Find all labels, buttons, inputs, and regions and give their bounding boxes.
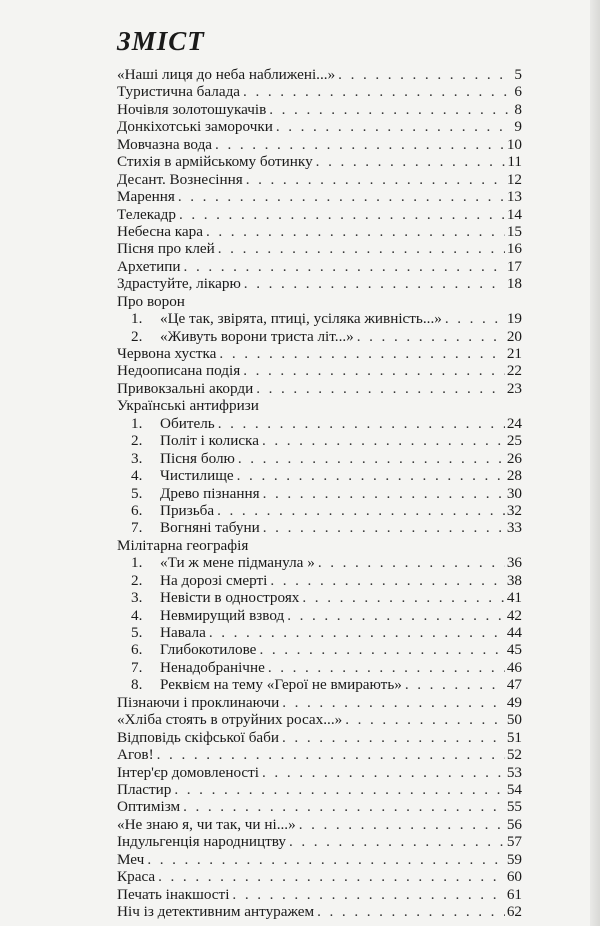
toc-entry-number: 5. — [131, 624, 143, 641]
toc-leader-dots — [209, 624, 505, 641]
toc-page-number: 46 — [506, 658, 522, 676]
page-title: ЗМІСТ — [117, 26, 205, 56]
toc-entry — [117, 450, 522, 467]
toc-page-number: 13 — [506, 188, 522, 206]
toc-entry-title: Невмирущий взвод — [160, 606, 285, 624]
toc-entry — [117, 746, 522, 763]
toc-entry-title: «Хліба стоять в отруйних росах...» — [117, 711, 343, 729]
toc-entry-number: 3. — [131, 589, 143, 607]
toc-leader-dots — [158, 868, 505, 885]
toc-section-heading — [117, 293, 522, 310]
toc-section-heading — [117, 397, 522, 414]
toc-leader-dots — [246, 171, 505, 188]
toc-entry-title: Навала — [160, 624, 206, 641]
toc-page-number: 11 — [507, 153, 522, 171]
toc-entry — [117, 711, 522, 728]
toc-leader-dots — [232, 886, 504, 903]
toc-entry — [117, 781, 522, 798]
toc-entry-title: Недоописана подія — [117, 362, 241, 380]
toc-entry-title: Телекадр — [117, 205, 176, 223]
toc-entry — [117, 223, 522, 240]
toc-entry-number: 3. — [131, 449, 143, 467]
toc-entry — [117, 258, 522, 275]
toc-entry-title: «Це так, звірята, птиці, усіляка живність...» — [160, 310, 442, 328]
toc-entry — [117, 886, 522, 903]
toc-entry — [117, 310, 522, 327]
toc-page-number: 47 — [506, 676, 522, 694]
toc-page-number: 21 — [506, 345, 522, 362]
toc-entry — [117, 903, 522, 920]
toc-entry — [117, 171, 522, 188]
toc-page-number: 45 — [506, 641, 522, 659]
toc-entry-title: Призьба — [160, 501, 215, 519]
toc-entry-title: Ніч із детективним антуражем — [117, 903, 315, 920]
toc-entry — [117, 188, 522, 205]
toc-leader-dots — [237, 467, 505, 484]
toc-entry — [117, 362, 522, 379]
toc-entry-title: Невісти в одностроях — [160, 589, 300, 607]
toc-entry — [117, 572, 522, 589]
toc-entry-title: Привокзальні акорди — [117, 379, 254, 397]
toc-entry — [117, 66, 522, 83]
toc-entry-title: Архетипи — [117, 257, 181, 275]
toc-page-number: 62 — [506, 903, 522, 920]
toc-entry — [117, 868, 522, 885]
toc-leader-dots — [270, 572, 504, 589]
toc-entry-title: Ночівля золотошукачів — [117, 100, 267, 118]
toc-entry — [117, 798, 522, 815]
toc-leader-dots — [157, 746, 505, 763]
toc-entry — [117, 415, 522, 432]
toc-entry-number: 8. — [131, 676, 143, 694]
toc-leader-dots — [268, 659, 505, 676]
toc-entry-number: 1. — [131, 554, 143, 572]
toc-entry-number: 1. — [131, 310, 143, 328]
toc-page-number: 33 — [506, 519, 522, 537]
toc-entry-title: «Ти ж мене підманула » — [160, 554, 315, 572]
toc-entry-number: 1. — [131, 414, 143, 432]
toc-entry — [117, 589, 522, 606]
toc-leader-dots — [243, 362, 505, 379]
toc-page-number: 50 — [506, 711, 522, 729]
toc-entry — [117, 206, 522, 223]
toc-page-number: 16 — [506, 240, 522, 258]
toc-page-number: 8 — [514, 100, 522, 118]
toc-entry — [117, 432, 522, 449]
toc-entry-number: 2. — [131, 571, 143, 589]
toc-leader-dots — [218, 415, 505, 432]
toc-entry-number: 4. — [131, 606, 143, 624]
toc-entry — [117, 729, 522, 746]
toc-leader-dots — [183, 798, 505, 815]
toc-page-number: 28 — [506, 467, 522, 485]
toc-page-number: 6 — [514, 83, 522, 101]
toc-page-number: 15 — [506, 222, 522, 240]
toc-entry-title: Про ворон — [117, 292, 185, 310]
toc-entry — [117, 502, 522, 519]
table-of-contents-page — [117, 24, 522, 920]
toc-leader-dots — [219, 345, 504, 362]
toc-page-number: 57 — [506, 833, 522, 851]
toc-page-number: 22 — [506, 362, 522, 380]
toc-leader-dots — [217, 502, 505, 519]
toc-leader-dots — [299, 816, 505, 833]
toc-entry-title: Здрастуйте, лікарю — [117, 275, 241, 293]
toc-entry — [117, 816, 522, 833]
toc-leader-dots — [256, 380, 505, 397]
toc-entry-title: Глибокотилове — [160, 641, 257, 659]
toc-leader-dots — [174, 781, 504, 798]
toc-page-number: 23 — [506, 379, 522, 397]
toc-page-number: 44 — [506, 624, 522, 641]
toc-entry — [117, 607, 522, 624]
toc-entry-title: На дорозі смерті — [160, 571, 268, 589]
toc-entry-number: 2. — [131, 432, 143, 450]
toc-entry-title: «Не знаю я, чи так, чи ні...» — [117, 815, 296, 833]
toc-leader-dots — [206, 223, 505, 240]
toc-page-number: 24 — [506, 414, 522, 432]
toc-leader-dots — [282, 729, 505, 746]
toc-leader-dots — [262, 432, 505, 449]
toc-entry-title: Древо пізнання — [160, 484, 260, 502]
toc-leader-dots — [317, 903, 505, 920]
toc-leader-dots — [445, 310, 505, 327]
toc-entry-title: Пізнаючи і проклинаючи — [117, 693, 280, 711]
toc-entry-title: Реквієм на тему «Герої не вмирають» — [160, 676, 402, 694]
toc-entry-title: Оптимізм — [117, 798, 181, 816]
toc-page-number: 49 — [506, 693, 522, 711]
toc-entry-title: Туристична балада — [117, 83, 241, 101]
toc-entry-title: Мовчазна вода — [117, 135, 213, 153]
toc-page-number: 10 — [506, 135, 522, 153]
toc-entry-title: Індульгенція народництву — [117, 833, 286, 851]
toc-leader-dots — [263, 485, 505, 502]
toc-page-number: 60 — [506, 868, 522, 886]
toc-page-number: 42 — [506, 606, 522, 624]
toc-page-number: 30 — [506, 484, 522, 502]
toc-entry — [117, 485, 522, 502]
toc-entry — [117, 240, 522, 257]
toc-entry-title: Ненадобранічне — [160, 658, 265, 676]
toc-entry — [117, 554, 522, 571]
toc-entry-number: 7. — [131, 658, 143, 676]
toc-leader-dots — [316, 153, 506, 170]
toc-entry-number: 6. — [131, 641, 143, 659]
toc-entry — [117, 641, 522, 658]
toc-leader-dots — [276, 118, 508, 135]
toc-entry-number: 4. — [131, 467, 143, 485]
toc-entry-title: Небесна кара — [117, 222, 203, 240]
toc-entry — [117, 659, 522, 676]
toc-leader-dots — [262, 764, 505, 781]
toc-page-number: 14 — [506, 205, 522, 223]
toc-entry — [117, 345, 522, 362]
toc-list — [117, 66, 522, 920]
toc-leader-dots — [243, 83, 508, 100]
toc-entry-number: 5. — [131, 484, 143, 502]
toc-leader-dots — [357, 328, 505, 345]
toc-entry-title: Меч — [117, 850, 145, 868]
toc-entry-number: 2. — [131, 327, 143, 345]
toc-page-number: 38 — [506, 571, 522, 589]
toc-page-number: 12 — [506, 170, 522, 188]
toc-entry-title: Мілітарна географія — [117, 536, 249, 554]
toc-entry — [117, 153, 522, 170]
toc-page-number: 32 — [506, 501, 522, 519]
toc-page-number: 61 — [506, 885, 522, 903]
toc-entry — [117, 833, 522, 850]
toc-leader-dots — [269, 101, 508, 118]
toc-entry — [117, 275, 522, 292]
toc-page-number: 26 — [506, 449, 522, 467]
toc-entry-title: Чистилище — [160, 467, 234, 485]
toc-entry-title: Стихія в армійському ботинку — [117, 153, 313, 171]
toc-entry — [117, 624, 522, 641]
toc-entry-title: Обитель — [160, 414, 215, 432]
toc-page-number: 51 — [506, 728, 522, 746]
toc-leader-dots — [259, 641, 504, 658]
toc-entry — [117, 118, 522, 135]
toc-leader-dots — [263, 519, 505, 536]
toc-page-number: 25 — [506, 432, 522, 450]
toc-page-number: 56 — [506, 815, 522, 833]
toc-entry — [117, 467, 522, 484]
toc-entry-title: Печать інакшості — [117, 885, 230, 903]
toc-entry-title: Політ і колиска — [160, 432, 259, 450]
toc-leader-dots — [405, 676, 505, 693]
toc-entry — [117, 136, 522, 153]
toc-leader-dots — [287, 607, 505, 624]
toc-leader-dots — [215, 136, 505, 153]
toc-entry-number: 7. — [131, 519, 143, 537]
page-edge-shadow — [590, 0, 600, 926]
toc-leader-dots — [338, 66, 508, 83]
toc-section-heading — [117, 537, 522, 554]
toc-entry — [117, 380, 522, 397]
toc-leader-dots — [147, 851, 505, 868]
toc-page-number: 5 — [514, 66, 522, 83]
toc-leader-dots — [289, 833, 505, 850]
toc-leader-dots — [302, 589, 504, 606]
toc-leader-dots — [238, 450, 505, 467]
toc-entry-title: «Наші лиця до неба наближені...» — [117, 66, 336, 83]
toc-entry-title: Пісня болю — [160, 449, 235, 467]
toc-leader-dots — [318, 554, 505, 571]
toc-entry-title: Інтер'єр домовленості — [117, 763, 260, 781]
toc-entry-title: Червона хустка — [117, 345, 217, 362]
toc-leader-dots — [282, 694, 505, 711]
toc-leader-dots — [218, 240, 505, 257]
toc-page-number: 18 — [506, 275, 522, 293]
toc-entry — [117, 83, 522, 100]
toc-entry-title: Марення — [117, 188, 175, 206]
toc-entry-title: Краса — [117, 868, 156, 886]
toc-entry — [117, 519, 522, 536]
toc-page-number: 36 — [506, 554, 522, 572]
toc-entry-title: Десант. Вознесіння — [117, 170, 243, 188]
toc-page-number: 19 — [506, 310, 522, 328]
toc-page-number: 59 — [506, 850, 522, 868]
toc-entry-title: Відповідь скіфської баби — [117, 728, 280, 746]
toc-page-number: 20 — [506, 327, 522, 345]
toc-page-number: 41 — [506, 589, 522, 607]
toc-page-number: 54 — [506, 780, 522, 798]
toc-entry — [117, 328, 522, 345]
toc-entry-title: «Живуть ворони триста літ...» — [160, 327, 354, 345]
toc-entry-title: Пісня про клей — [117, 240, 215, 258]
toc-entry-title: Пластир — [117, 780, 172, 798]
toc-entry-title: Вогняні табуни — [160, 519, 260, 537]
toc-leader-dots — [244, 275, 505, 292]
toc-page-number: 52 — [506, 746, 522, 764]
toc-page-number: 9 — [514, 118, 522, 136]
toc-leader-dots — [345, 711, 505, 728]
toc-page-number: 55 — [506, 798, 522, 816]
toc-entry-title: Українські антифризи — [117, 397, 259, 415]
toc-entry — [117, 694, 522, 711]
toc-entry — [117, 764, 522, 781]
toc-entry — [117, 101, 522, 118]
toc-leader-dots — [184, 258, 505, 275]
toc-entry-title: Донкіхотські заморочки — [117, 118, 273, 136]
toc-leader-dots — [178, 188, 505, 205]
toc-entry — [117, 851, 522, 868]
toc-page-number: 53 — [506, 763, 522, 781]
toc-leader-dots — [179, 206, 505, 223]
toc-page-number: 17 — [506, 257, 522, 275]
toc-entry — [117, 676, 522, 693]
toc-entry-title: Агов! — [117, 746, 154, 764]
toc-entry-number: 6. — [131, 501, 143, 519]
